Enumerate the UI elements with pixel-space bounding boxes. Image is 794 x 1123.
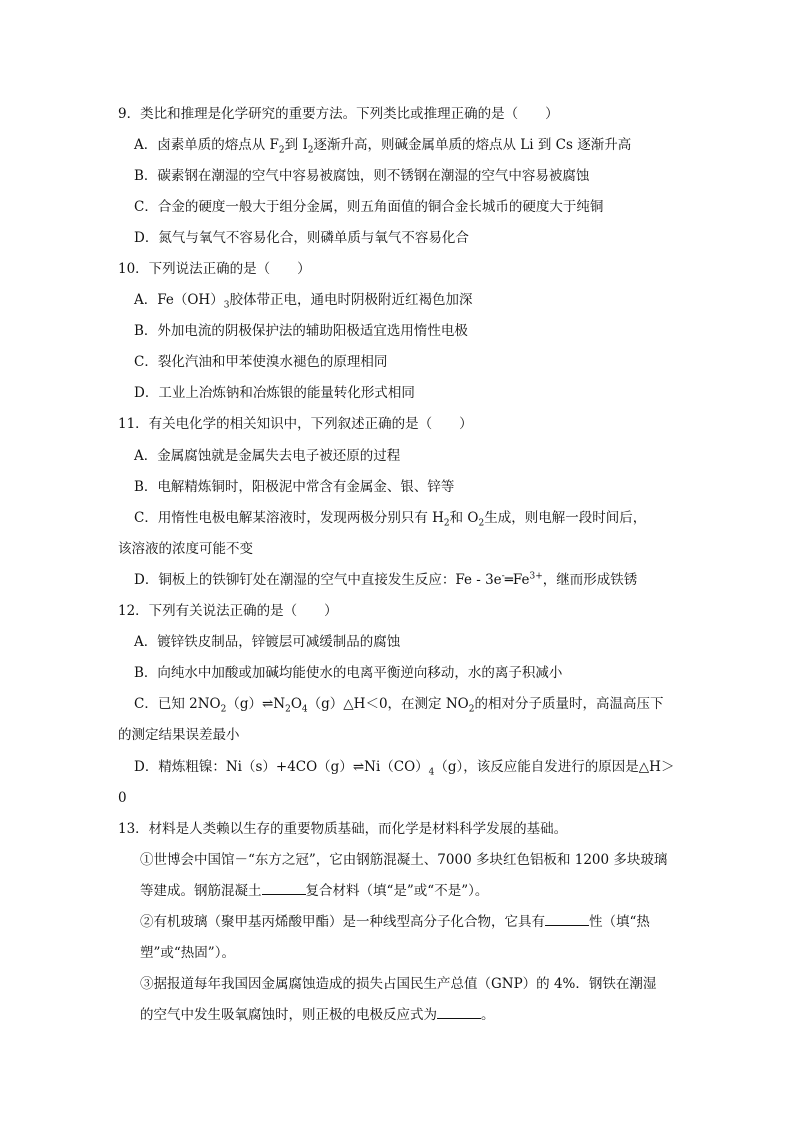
- question-13-part-3: ③据报道每年我国因金属腐蚀造成的损失占国民生产总值（GNP）的 4%．钢铁在潮湿: [140, 976, 657, 992]
- answer-blank-1[interactable]: [262, 882, 306, 895]
- question-9-option-c: C．合金的硬度一般大于组分金属，则五角面值的铜合金长城币的硬度大于纯铜: [134, 199, 604, 215]
- question-12-option-a: A．镀锌铁皮制品，锌镀层可减缓制品的腐蚀: [134, 634, 401, 650]
- question-10-option-a: A．$Fe(OH)_3$胶体带正电，通电时阴极附近红褐色加深: [134, 292, 473, 311]
- question-13-part-1: ①世博会中国馆－“东方之冠”，它由钢筋混凝土、7000 多块红色铝板和 1200 多块玻璃: [140, 852, 668, 868]
- question-13-part-3-continued: 的空气中发生吸氧腐蚀时，则正极的电极反应式为 。: [140, 1007, 495, 1023]
- question-12-option-d-continued: 0: [118, 790, 127, 806]
- question-10-option-c: C．裂化汽油和甲苯使溴水褪色的原理相同: [134, 354, 388, 370]
- question-9-option-d: D．氮气与氧气不容易化合，则磷单质与氧气不容易化合: [134, 230, 469, 246]
- answer-blank-2[interactable]: [545, 913, 589, 926]
- question-12-option-c: C．已知 $2NO_2(g)\rightleftharpoons N_2O_4(g)\triangle H<0$，在测定 $NO_2$的相对分子质量时，高温高压下: [134, 696, 664, 715]
- question-12-option-c-continued: 的测定结果误差最小: [118, 727, 240, 743]
- question-13-part-1-continued: 等建成。钢筋混凝土 复合材料（填“是”或“不是”）。: [140, 883, 489, 899]
- question-13-part-2: ②有机玻璃（聚甲基丙烯酸甲酯）是一种线型高分子化合物，它具有 性（填“热: [140, 914, 650, 930]
- question-10-stem: 10．下列说法正确的是（ ）: [118, 261, 311, 277]
- question-9-option-b: B．碳素钢在潮湿的空气中容易被腐蚀，则不锈钢在潮湿的空气中容易被腐蚀: [134, 168, 590, 184]
- question-9-option-a: A．卤素单质的熔点从 $F_2$到 $I_2$逐渐升高，则碱金属单质的熔点从 Li 到 Cs 逐渐升高: [134, 137, 632, 156]
- question-11-option-b: B．电解精炼铜时，阳极泥中常含有金属金、银、锌等: [134, 479, 455, 495]
- question-12-option-b: B．向纯水中加酸或加碱均能使水的电离平衡逆向移动，水的离子积减小: [134, 665, 563, 681]
- question-12-option-d: D．精炼粗镍：$Ni(s)+4CO(g)\rightleftharpoons Ni(CO)_4(g)$，该反应能自发进行的原因是△H＞: [134, 759, 675, 778]
- question-11-option-a: A．金属腐蚀就是金属失去电子被还原的过程: [134, 448, 401, 464]
- question-11-stem: 11．有关电化学的相关知识中，下列叙述正确的是（ ）: [118, 416, 473, 432]
- question-10-option-b: B．外加电流的阴极保护法的辅助阳极适宜选用惰性电极: [134, 323, 468, 339]
- question-11-option-d: D．铜板上的铁铆钉处在潮湿的空气中直接发生反应：Fe - $3e^-═Fe^{3+}$，继而形成铁锈: [134, 571, 638, 588]
- question-13-stem: 13．材料是人类赖以生存的重要物质基础，而化学是材料科学发展的基础。: [118, 821, 568, 837]
- question-10-option-d: D．工业上冶炼钠和冶炼银的能量转化形式相同: [134, 385, 415, 401]
- question-13-part-2-continued: 塑”或“热固”）。: [140, 945, 235, 961]
- question-9-stem: 9．类比和推理是化学研究的重要方法。下列类比或推理正确的是（ ）: [118, 106, 559, 122]
- question-12-stem: 12．下列有关说法正确的是（ ）: [118, 603, 338, 619]
- question-11-option-c: C．用惰性电极电解某溶液时，发现两极分别只有 $H_2$和 $O_2$生成，则电解一段时间后，: [134, 510, 647, 529]
- answer-blank-3[interactable]: [437, 1006, 481, 1019]
- question-11-option-c-continued: 该溶液的浓度可能不变: [118, 541, 253, 557]
